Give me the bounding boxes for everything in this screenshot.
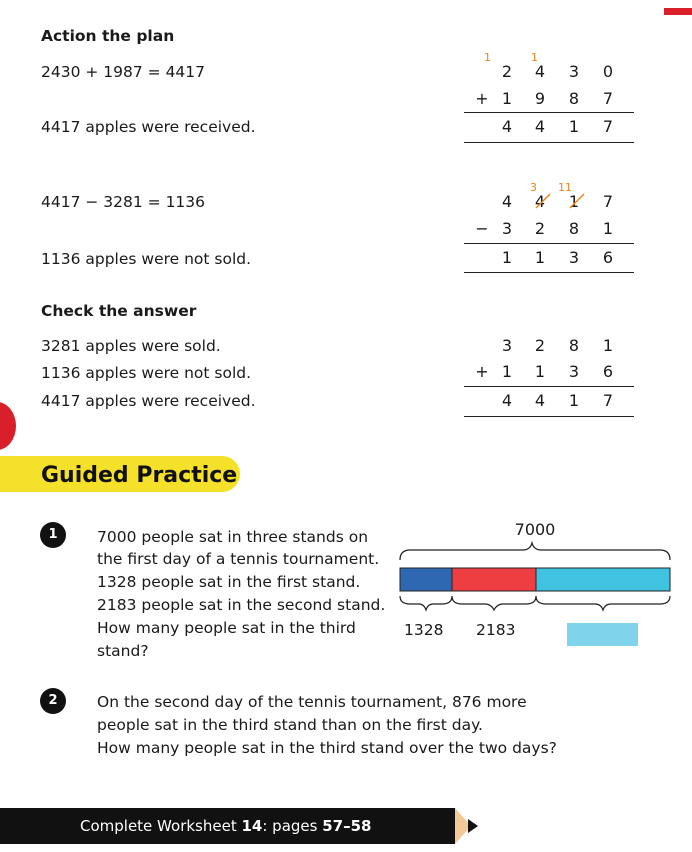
digit: 7 bbox=[602, 391, 614, 410]
digit: 2 bbox=[534, 219, 546, 238]
play-arrow-icon bbox=[468, 819, 478, 833]
regroup-digit: 3 bbox=[530, 181, 537, 194]
difference-underline bbox=[464, 272, 634, 273]
question-1-line: 1328 people sat in the first stand. bbox=[97, 573, 361, 591]
digit: 3 bbox=[568, 62, 580, 81]
check-line-sold: 3281 apples were sold. bbox=[41, 337, 221, 355]
digit: 7 bbox=[602, 192, 614, 211]
strikethrough-marks bbox=[530, 186, 590, 214]
check-line-not-sold: 1136 apples were not sold. bbox=[41, 364, 252, 382]
footer-prefix: Complete Worksheet bbox=[80, 817, 242, 835]
sum-underline bbox=[464, 142, 634, 143]
digit: 1 bbox=[568, 391, 580, 410]
digit: 2 bbox=[534, 336, 546, 355]
result-not-sold: 1136 apples were not sold. bbox=[41, 250, 252, 268]
regroup-digit: 11 bbox=[558, 181, 572, 194]
result-received: 4417 apples were received. bbox=[41, 118, 256, 136]
digit: 4 bbox=[534, 62, 546, 81]
digit: 0 bbox=[602, 62, 614, 81]
footer-pages: 57–58 bbox=[322, 817, 372, 835]
digit: 6 bbox=[602, 248, 614, 267]
digit: 1 bbox=[568, 192, 580, 211]
digit: 1 bbox=[602, 336, 614, 355]
difference-line bbox=[464, 243, 634, 244]
part3-brace bbox=[536, 596, 670, 610]
question-1-line: 7000 people sat in three stands on bbox=[97, 528, 369, 546]
sum-underline bbox=[464, 416, 634, 417]
total-brace bbox=[400, 543, 670, 560]
digit: 1 bbox=[501, 248, 513, 267]
part1-brace bbox=[400, 596, 452, 610]
digit: 8 bbox=[568, 219, 580, 238]
digit: 1 bbox=[534, 248, 546, 267]
footer-worksheet-number: 14 bbox=[241, 817, 263, 835]
question-2-line: On the second day of the tennis tournament, 876 more bbox=[97, 693, 527, 711]
digit: 3 bbox=[501, 219, 513, 238]
page-corner-tab bbox=[664, 8, 692, 15]
operator-sign: − bbox=[475, 219, 489, 238]
footer-middle: : pages bbox=[262, 817, 323, 835]
bar-part-second-stand bbox=[452, 568, 536, 591]
bar-label-second-stand: 2183 bbox=[476, 621, 516, 639]
digit: 6 bbox=[602, 362, 614, 381]
question-2-line: How many people sat in the third stand over the two days? bbox=[97, 739, 557, 757]
digit: 3 bbox=[568, 248, 580, 267]
question-1-line: 2183 people sat in the second stand. bbox=[97, 596, 386, 614]
digit: 3 bbox=[568, 362, 580, 381]
question-number-1: 1 bbox=[40, 522, 66, 548]
part2-brace bbox=[452, 596, 536, 610]
question-1-line: How many people sat in the third bbox=[97, 619, 356, 637]
question-2-line: people sat in the third stand than on the first day. bbox=[97, 716, 483, 734]
digit: 2 bbox=[501, 62, 513, 81]
digit: 1 bbox=[501, 362, 513, 381]
digit: 4 bbox=[501, 391, 513, 410]
side-marker bbox=[0, 402, 16, 450]
digit: 4 bbox=[534, 391, 546, 410]
operator-sign: + bbox=[475, 89, 489, 108]
question-1-line: the first day of a tennis tournament. bbox=[97, 550, 380, 568]
digit: 1 bbox=[602, 219, 614, 238]
digit: 1 bbox=[568, 117, 580, 136]
equation-subtraction: 4417 − 3281 = 1136 bbox=[41, 193, 206, 211]
equation-addition: 2430 + 1987 = 4417 bbox=[41, 63, 206, 81]
digit: 4 bbox=[501, 117, 513, 136]
question-1-line: stand? bbox=[97, 642, 149, 660]
question-number-2: 2 bbox=[40, 688, 66, 714]
action-heading: Action the plan bbox=[41, 27, 175, 45]
digit: 1 bbox=[501, 89, 513, 108]
check-line-received: 4417 apples were received. bbox=[41, 392, 256, 410]
operator-sign: + bbox=[475, 362, 489, 381]
digit: 4 bbox=[501, 192, 513, 211]
bar-part-first-stand bbox=[400, 568, 452, 591]
digit: 3 bbox=[501, 336, 513, 355]
bar-model-diagram bbox=[395, 540, 675, 620]
worksheet-link[interactable] bbox=[80, 816, 371, 836]
carry-digit: 1 bbox=[531, 51, 538, 64]
digit: 7 bbox=[602, 89, 614, 108]
carry-digit: 1 bbox=[484, 51, 491, 64]
digit: 8 bbox=[568, 336, 580, 355]
sum-line bbox=[464, 386, 634, 387]
digit: 4 bbox=[534, 192, 546, 211]
check-heading: Check the answer bbox=[41, 302, 197, 320]
digit: 4 bbox=[534, 117, 546, 136]
digit: 1 bbox=[534, 362, 546, 381]
bar-part-third-stand bbox=[536, 568, 670, 591]
digit: 8 bbox=[568, 89, 580, 108]
guided-practice-title: Guided Practice bbox=[41, 463, 238, 488]
bar-model-total: 7000 bbox=[514, 520, 556, 539]
bar-label-first-stand: 1328 bbox=[404, 621, 444, 639]
digit: 9 bbox=[534, 89, 546, 108]
digit: 7 bbox=[602, 117, 614, 136]
answer-box[interactable] bbox=[567, 623, 638, 646]
sum-line bbox=[464, 112, 634, 113]
